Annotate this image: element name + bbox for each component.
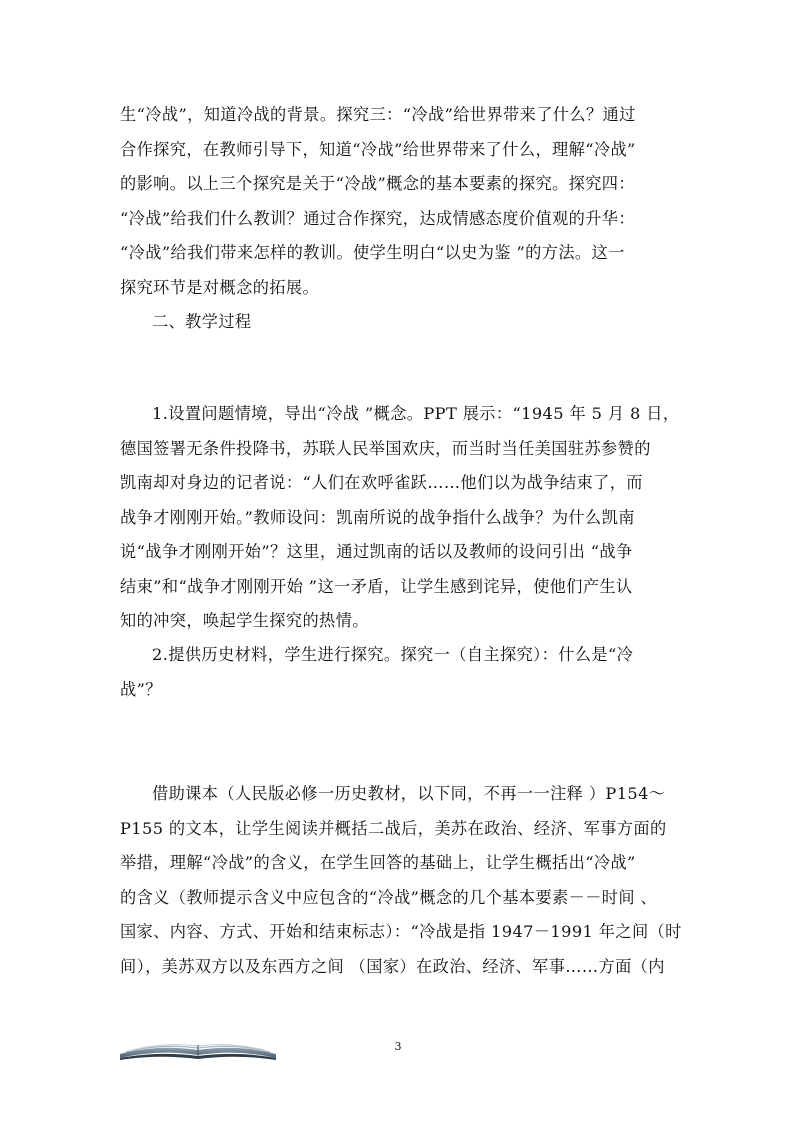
text-line: 知的冲突，唤起学生探究的热情。 [120, 611, 369, 630]
text-line: 的含义（教师提示含义中应包含的“冷战”概念的几个基本要素－－时间 、 [120, 887, 658, 907]
text-line: 借助课本（人民版必修一历史教材，以下同，不再一一注释 ）P154～ [152, 784, 666, 803]
text-line: 结束”和“战争才刚刚开始 ”这一矛盾，让学生感到诧异，使他们产生认 [120, 576, 633, 596]
text-line: 国家、内容、方式、开始和结束标志）：“冷战是指 1947－1991 年之间（时 [120, 922, 682, 941]
text-line: “冷战”给我们带来怎样的教训。使学生明白“以史为鉴 ”的方法。这一 [120, 243, 625, 262]
text-line: 探究环节是对概念的拓展。 [120, 277, 320, 297]
text-line: 1.设置问题情境，导出“冷战 ”概念。PPT 展示：“1945 年 5 月 8 日， [152, 404, 680, 423]
text-line: 战”？ [120, 679, 162, 699]
paragraph-3 [120, 638, 676, 707]
page-number: 3 [394, 1040, 402, 1053]
paragraph-4 [120, 777, 682, 984]
text-line: 合作探究，在教师引导下，知道“冷战”给世界带来了什么，理解“冷战” [120, 139, 636, 159]
text-line: P155 的文本，让学生阅读并概括二战后，美苏在政治、经济、军事方面的 [120, 818, 667, 838]
text-line: 德国签署无条件投降书，苏联人民举国欢庆，而当时当任美国驻苏参赞的 [120, 438, 651, 458]
text-line: 凯南却对身边的记者说：“人们在欢呼雀跃……他们以为战争结束了，而 [120, 473, 643, 492]
text-line: 间），美苏双方以及东西方之间 （国家）在政治、经济、军事……方面（内 [120, 956, 665, 976]
text-line: 生“冷战”，知道冷战的背景。探究三：“冷战”给世界带来了什么？通过 [120, 105, 636, 124]
open-book-icon [118, 1036, 278, 1062]
paragraph-1 [120, 98, 676, 305]
paragraph-2 [120, 397, 680, 639]
text-line: 战争才刚刚开始。”教师设问：凯南所说的战争指什么战争？为什么凯南 [120, 507, 635, 527]
text-line: 举措，理解“冷战”的含义，在学生回答的基础上，让学生概括出“冷战” [120, 853, 636, 872]
text-line: “冷战”给我们什么教训？通过合作探究，达成情感态度价值观的升华： [120, 208, 635, 228]
heading-line: 二、教学过程 [152, 312, 252, 331]
text-line: 说“战争才刚刚开始”？这里，通过凯南的话以及教师的设问引出 “战争 [120, 542, 633, 561]
text-line: 的影响。以上三个探究是关于“冷战”概念的基本要素的探究。探究四： [120, 174, 635, 193]
text-line: 2.提供历史材料，学生进行探究。探究一（自主探究）：什么是“冷 [152, 645, 634, 664]
section-heading [120, 305, 676, 340]
